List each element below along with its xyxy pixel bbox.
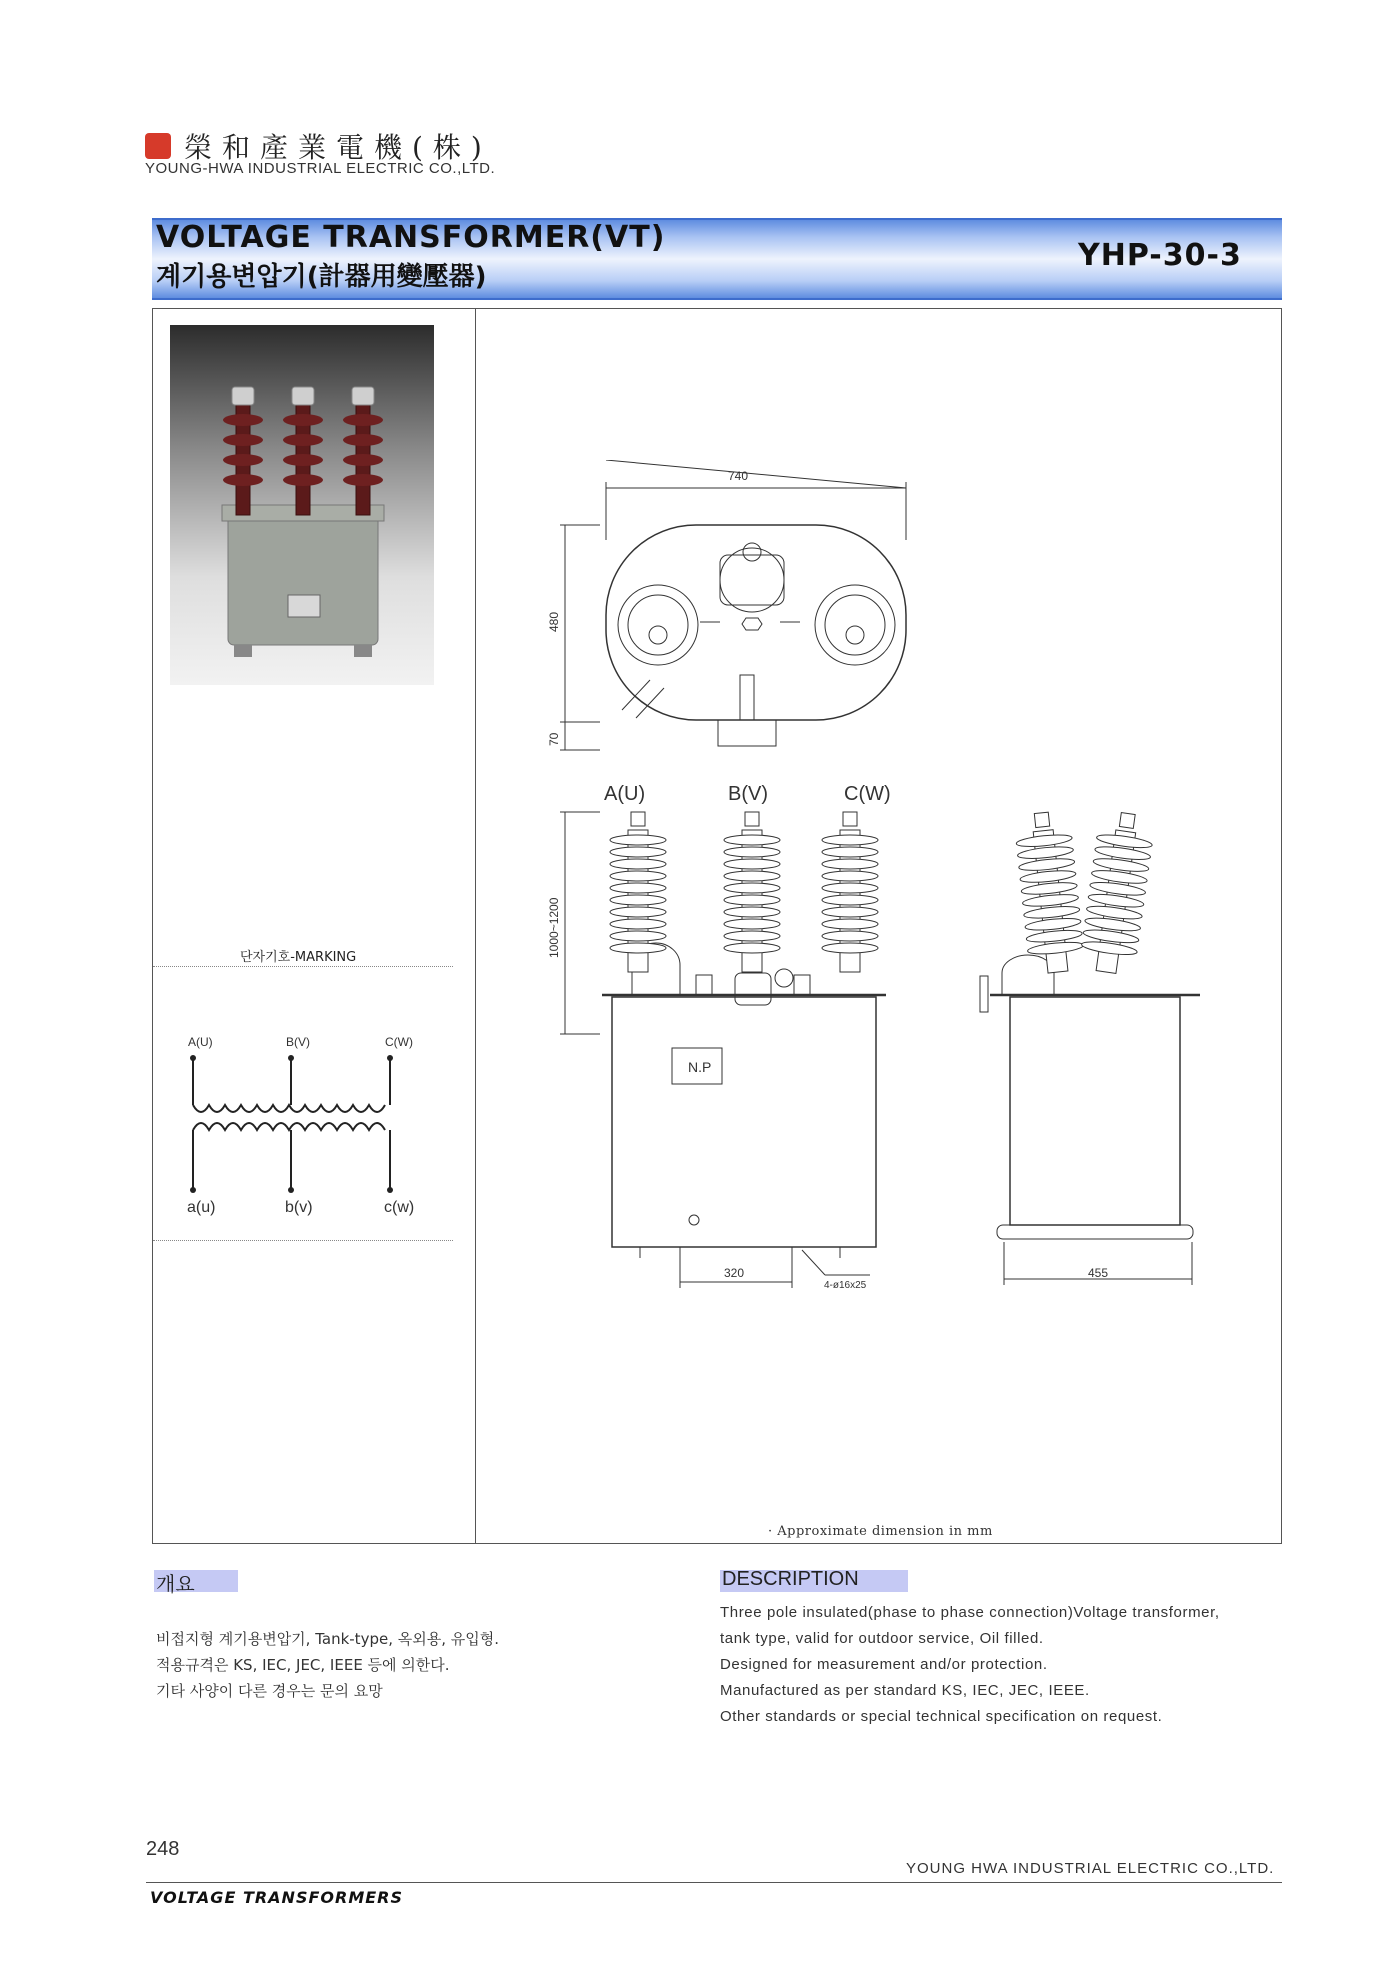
frame-divider [475,308,476,1544]
dim-base: 70 [547,732,561,746]
title-en: VOLTAGE TRANSFORMER(VT) [156,220,666,255]
overview-text [156,1626,499,1704]
terminal-label-secondary: c(w) [384,1199,415,1216]
dim-width: 740 [728,469,749,483]
footer-company: YOUNG HWA INDUSTRIAL ELECTRIC CO.,LTD. [906,1860,1275,1877]
company-name-en: YOUNG-HWA INDUSTRIAL ELECTRIC CO.,LTD. [145,160,496,177]
marking-title: 단자기호-MARKING [240,950,357,965]
dim-foot: 320 [724,1266,745,1280]
product-photo [170,325,434,685]
terminal-label-primary: C(W) [385,1035,413,1049]
dim-height: 1000~1200 [547,897,561,958]
description-line: Manufactured as per standard KS, IEC, JEC, IEEE. [720,1682,1090,1699]
company-name-kr: 榮和產業電機(株) [184,131,492,164]
marking-bottom-rule [153,1240,453,1241]
description-text [720,1600,1220,1730]
model-number: YHP-30-3 [1078,238,1242,273]
description-line: Three pole insulated(phase to phase connection)Voltage transformer, [720,1604,1220,1621]
description-line: Other standards or special technical specification on request. [720,1708,1163,1725]
phase-label: B(V) [728,783,768,805]
overview-line: 적용규격은 KS, IEC, JEC, IEEE 등에 의한다. [156,1656,450,1674]
terminal-label-secondary: a(u) [187,1199,216,1216]
insulator-bushing [724,812,780,972]
nameplate-label: N.P [688,1059,712,1075]
description-line: tank type, valid for outdoor service, Oil filled. [720,1630,1044,1647]
company-logo [145,133,171,159]
overview-line: 비접지형 계기용변압기, Tank-type, 옥외용, 유입형. [156,1630,499,1648]
phase-label: A(U) [604,783,646,805]
description-title: DESCRIPTION [722,1568,859,1590]
dim-holes: 4-ø16x25 [824,1280,867,1291]
description-line: Designed for measurement and/or protection. [720,1656,1048,1673]
dim-depth: 480 [547,611,561,632]
insulator-bushing [1078,810,1156,976]
terminal-label-primary: B(V) [286,1035,310,1049]
insulator-bushing [1013,810,1085,975]
dimension-note: · Approximate dimension in mm [768,1524,993,1539]
page-number: 248 [146,1838,180,1860]
insulator-bushing [610,812,666,972]
footer-rule [146,1882,1282,1883]
overview-line: 기타 사양이 다른 경우는 문의 요망 [156,1682,383,1700]
overview-title: 개요 [156,1572,195,1596]
dimension-drawing [540,460,1220,1300]
marking-diagram [153,1030,453,1230]
marking-top-rule [153,966,453,967]
footer-section: VOLTAGE TRANSFORMERS [150,1888,404,1907]
dim-side: 455 [1088,1266,1109,1280]
terminal-label-secondary: b(v) [285,1199,313,1216]
insulator-bushing [822,812,878,972]
title-kr: 계기용변압기(計器用變壓器) [156,262,487,292]
terminal-label-primary: A(U) [188,1035,213,1049]
phase-label: C(W) [844,783,891,805]
